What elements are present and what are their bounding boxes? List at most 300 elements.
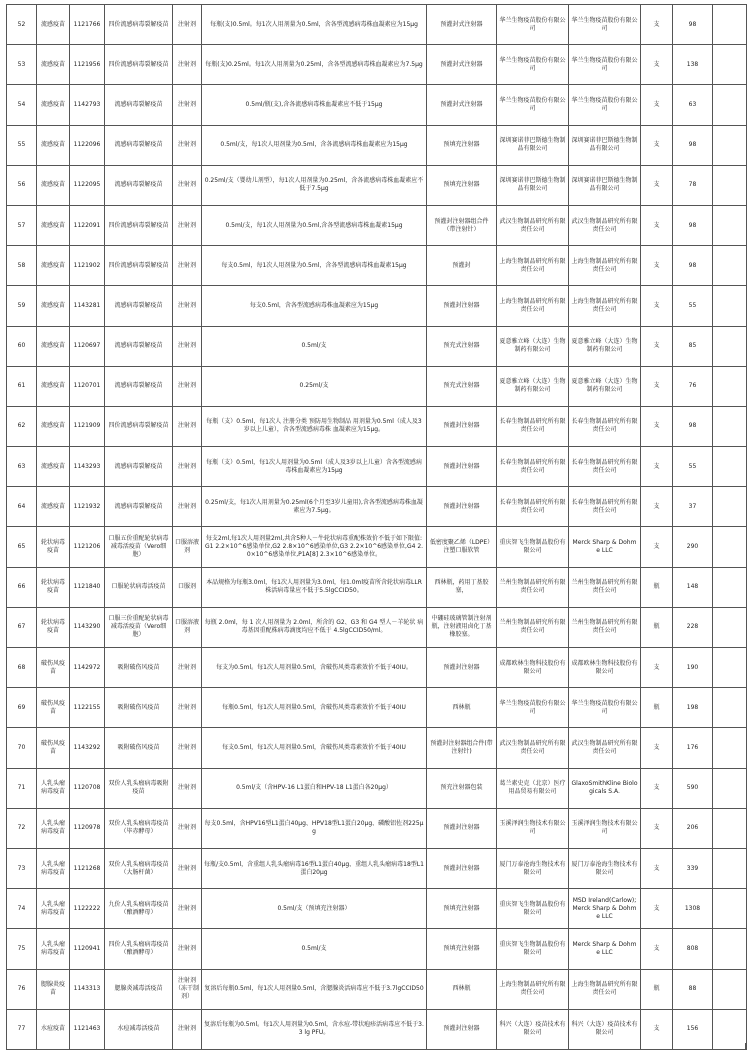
product-code: 1121909 bbox=[70, 406, 105, 446]
product-code: 1143293 bbox=[70, 447, 105, 487]
table-row bbox=[7, 447, 747, 487]
applicant-company: 兰州生物制品研究所有限责任公司 bbox=[497, 567, 569, 607]
applicant-company: 长春生物制品研究所有限责任公司 bbox=[497, 406, 569, 446]
row-number: 64 bbox=[7, 487, 37, 527]
row-number: 61 bbox=[7, 366, 37, 406]
table-row bbox=[7, 205, 747, 245]
manufacturer: 夏意雅立峰（大连）生物制药有限公司 bbox=[569, 326, 641, 366]
product-name: 流感病毒裂解疫苗 bbox=[105, 447, 173, 487]
specification: 0.25ml/支（婴幼儿剂型），每1次人用剂量为0.25ml，含各流感病毒株血凝素应不低于7.5μg bbox=[202, 165, 427, 205]
specification: 0.25ml/支 bbox=[202, 366, 427, 406]
product-name: 口服轮状病毒活疫苗 bbox=[105, 567, 173, 607]
packaging: 预灌封式注射器 bbox=[427, 85, 497, 125]
packaging: 预灌封注射器组合件(带注射针) bbox=[427, 728, 497, 768]
blank-cell bbox=[713, 808, 747, 848]
unit: 支 bbox=[641, 728, 673, 768]
product-code: 1143290 bbox=[70, 607, 105, 647]
manufacturer: Merck Sharp & Dohme LLC bbox=[569, 929, 641, 969]
specification: 每支0.5ml，每1次人用剂量0.5ml，含破伤风类毒素效价不低于40IU bbox=[202, 728, 427, 768]
table-row bbox=[7, 326, 747, 366]
manufacturer: 上海生物制品研究所有限责任公司 bbox=[569, 246, 641, 286]
product-name: 流感病毒裂解疫苗 bbox=[105, 326, 173, 366]
table-row bbox=[7, 5, 747, 45]
vaccine-category: 流感疫苗 bbox=[37, 165, 70, 205]
product-code: 1143292 bbox=[70, 728, 105, 768]
applicant-company: 长春生物制品研究所有限责任公司 bbox=[497, 447, 569, 487]
manufacturer: 武汉生物制品研究所有限责任公司 bbox=[569, 728, 641, 768]
dosage-form: 注射剂 bbox=[173, 45, 202, 85]
unit: 支 bbox=[641, 5, 673, 45]
vaccine-category: 流感疫苗 bbox=[37, 246, 70, 286]
product-name: 水痘减毒活疫苗 bbox=[105, 1009, 173, 1049]
dosage-form: 注射剂 bbox=[173, 929, 202, 969]
unit: 瓶 bbox=[641, 688, 673, 728]
row-number: 52 bbox=[7, 5, 37, 45]
applicant-company: 重庆智飞生物制品股份有限公司 bbox=[497, 527, 569, 567]
specification: 每瓶 2.0ml，每 1 次人用剂量为 2.0ml，所含的 G2、G3 和 G4 型人－羊轮状 病毒基因重配株病毒滴度均应不低于 4.5lgCCID50/ml。 bbox=[202, 607, 427, 647]
price: 1308 bbox=[673, 889, 713, 929]
price: 37 bbox=[673, 487, 713, 527]
table-body bbox=[7, 5, 747, 1050]
row-number: 69 bbox=[7, 688, 37, 728]
specification: 每瓶0.5ml，每1次人用剂量0.5ml，含破伤风类毒素效价不低于40IU bbox=[202, 688, 427, 728]
vaccine-category: 流感疫苗 bbox=[37, 406, 70, 446]
specification: 每支0.5ml，含HPV16型L1蛋白40μg、HPV18型L1蛋白20μg、磷酸铝佐剂225μg bbox=[202, 808, 427, 848]
table-row bbox=[7, 125, 747, 165]
packaging: 预灌封式注射器 bbox=[427, 5, 497, 45]
packaging: 预灌封注射器 bbox=[427, 648, 497, 688]
applicant-company: 夏意雅立峰（大连）生物制药有限公司 bbox=[497, 326, 569, 366]
packaging: 预灌封注射器 bbox=[427, 487, 497, 527]
vaccine-category: 破伤风疫苗 bbox=[37, 728, 70, 768]
dosage-form: 注射剂 bbox=[173, 447, 202, 487]
specification: 0.5ml/支 bbox=[202, 929, 427, 969]
vaccine-category: 人乳头瘤病毒疫苗 bbox=[37, 929, 70, 969]
manufacturer: 华兰生物疫苗股份有限公司 bbox=[569, 5, 641, 45]
product-code: 1142972 bbox=[70, 648, 105, 688]
row-number: 65 bbox=[7, 527, 37, 567]
row-number: 56 bbox=[7, 165, 37, 205]
unit: 支 bbox=[641, 326, 673, 366]
product-code: 1122091 bbox=[70, 205, 105, 245]
vaccine-category: 轮状病毒疫苗 bbox=[37, 567, 70, 607]
packaging: 预灌封注射器 bbox=[427, 286, 497, 326]
manufacturer: 深圳赛诺菲巴斯德生物制品有限公司 bbox=[569, 125, 641, 165]
product-code: 1122096 bbox=[70, 125, 105, 165]
row-number: 55 bbox=[7, 125, 37, 165]
product-code: 1122095 bbox=[70, 165, 105, 205]
manufacturer: 华兰生物疫苗股份有限公司 bbox=[569, 688, 641, 728]
price: 228 bbox=[673, 607, 713, 647]
dosage-form: 注射剂 bbox=[173, 848, 202, 888]
product-code: 1121840 bbox=[70, 567, 105, 607]
table-row bbox=[7, 567, 747, 607]
dosage-form: 注射剂 bbox=[173, 165, 202, 205]
dosage-form: 注射剂 bbox=[173, 366, 202, 406]
blank-cell bbox=[713, 848, 747, 888]
dosage-form: 注射剂 bbox=[173, 5, 202, 45]
manufacturer: 科兴（大连）疫苗技术有限公司 bbox=[569, 1009, 641, 1049]
packaging: 预灌封注射器 bbox=[427, 406, 497, 446]
packaging: 预填充注射器 bbox=[427, 889, 497, 929]
product-name: 流感病毒裂解疫苗 bbox=[105, 286, 173, 326]
price: 176 bbox=[673, 728, 713, 768]
unit: 支 bbox=[641, 848, 673, 888]
unit: 支 bbox=[641, 205, 673, 245]
blank-cell bbox=[713, 607, 747, 647]
packaging: 西林瓶 bbox=[427, 969, 497, 1009]
manufacturer: 兰州生物制品研究所有限责任公司 bbox=[569, 567, 641, 607]
applicant-company: 厦门万泰沧海生物技术有限公司 bbox=[497, 848, 569, 888]
price: 156 bbox=[673, 1009, 713, 1049]
unit: 支 bbox=[641, 527, 673, 567]
manufacturer: 兰州生物制品研究所有限责任公司 bbox=[569, 607, 641, 647]
applicant-company: 重庆智飞生物制品股份有限公司 bbox=[497, 929, 569, 969]
table-row bbox=[7, 848, 747, 888]
product-code: 1121268 bbox=[70, 848, 105, 888]
applicant-company: 上海生物制品研究所有限责任公司 bbox=[497, 286, 569, 326]
applicant-company: 武汉生物制品研究所有限责任公司 bbox=[497, 205, 569, 245]
manufacturer: 玉溪泽润生物技术有限公司 bbox=[569, 808, 641, 848]
blank-cell bbox=[713, 406, 747, 446]
unit: 瓶 bbox=[641, 607, 673, 647]
table-row bbox=[7, 889, 747, 929]
product-name: 四价人乳头瘤病毒疫苗（酿酒酵母） bbox=[105, 929, 173, 969]
product-name: 九价人乳头瘤病毒疫苗（酿酒酵母） bbox=[105, 889, 173, 929]
unit: 支 bbox=[641, 125, 673, 165]
product-name: 双价人乳头瘤病毒疫苗（大肠杆菌） bbox=[105, 848, 173, 888]
product-code: 1121932 bbox=[70, 487, 105, 527]
vaccine-category: 人乳头瘤病毒疫苗 bbox=[37, 848, 70, 888]
blank-cell bbox=[713, 246, 747, 286]
packaging: 低密度聚乙烯（LDPE）注塑口服软管 bbox=[427, 527, 497, 567]
packaging: 预灌封注射器 bbox=[427, 808, 497, 848]
dosage-form: 注射剂 bbox=[173, 808, 202, 848]
price: 590 bbox=[673, 768, 713, 808]
price: 198 bbox=[673, 688, 713, 728]
applicant-company: 夏意雅立峰（大连）生物制药有限公司 bbox=[497, 366, 569, 406]
applicant-company: 深圳赛诺菲巴斯德生物制品有限公司 bbox=[497, 125, 569, 165]
next-row-edge bbox=[6, 1043, 746, 1049]
manufacturer: Merck Sharp & Dohme LLC bbox=[569, 527, 641, 567]
specification: 每瓶(支)0.5ml。每1次人用剂量为0.5ml，含各型流感病毒株血凝素应为15μg bbox=[202, 5, 427, 45]
applicant-company: 武汉生物制品研究所有限责任公司 bbox=[497, 728, 569, 768]
manufacturer: GlaxoSmithKline Biologicals S.A. bbox=[569, 768, 641, 808]
blank-cell bbox=[713, 487, 747, 527]
blank-cell bbox=[713, 969, 747, 1009]
manufacturer: 深圳赛诺菲巴斯德生物制品有限公司 bbox=[569, 165, 641, 205]
unit: 支 bbox=[641, 366, 673, 406]
product-name: 四价流感病毒裂解疫苗 bbox=[105, 45, 173, 85]
vaccine-category: 人乳头瘤病毒疫苗 bbox=[37, 889, 70, 929]
unit: 支 bbox=[641, 1009, 673, 1049]
product-code: 1121956 bbox=[70, 45, 105, 85]
price: 190 bbox=[673, 648, 713, 688]
blank-cell bbox=[713, 688, 747, 728]
product-name: 四价流感病毒裂解疫苗 bbox=[105, 246, 173, 286]
price: 339 bbox=[673, 848, 713, 888]
applicant-company: 玉溪泽润生物技术有限公司 bbox=[497, 808, 569, 848]
packaging: 预填充注射器 bbox=[427, 125, 497, 165]
product-name: 流感病毒裂解疫苗 bbox=[105, 85, 173, 125]
product-name: 四价流感病毒裂解疫苗 bbox=[105, 205, 173, 245]
unit: 支 bbox=[641, 447, 673, 487]
product-code: 1121902 bbox=[70, 246, 105, 286]
row-number: 58 bbox=[7, 246, 37, 286]
blank-cell bbox=[713, 5, 747, 45]
table-row bbox=[7, 648, 747, 688]
row-number: 68 bbox=[7, 648, 37, 688]
vaccine-category: 流感疫苗 bbox=[37, 366, 70, 406]
manufacturer: 上海生物制品研究所有限责任公司 bbox=[569, 286, 641, 326]
dosage-form: 注射剂 bbox=[173, 648, 202, 688]
table-row bbox=[7, 246, 747, 286]
blank-cell bbox=[713, 929, 747, 969]
packaging: 预填充注射器 bbox=[427, 165, 497, 205]
product-name: 口服三价重配轮状病毒减毒活疫苗（Vero细胞） bbox=[105, 607, 173, 647]
price: 55 bbox=[673, 286, 713, 326]
packaging: 预灌封注射器 bbox=[427, 848, 497, 888]
product-name: 流感病毒裂解疫苗 bbox=[105, 366, 173, 406]
price: 88 bbox=[673, 969, 713, 1009]
unit: 支 bbox=[641, 648, 673, 688]
unit: 支 bbox=[641, 286, 673, 326]
table-row bbox=[7, 366, 747, 406]
unit: 支 bbox=[641, 487, 673, 527]
row-number: 54 bbox=[7, 85, 37, 125]
dosage-form: 注射剂 bbox=[173, 205, 202, 245]
price: 808 bbox=[673, 929, 713, 969]
packaging: 预充式注射器 bbox=[427, 366, 497, 406]
unit: 支 bbox=[641, 85, 673, 125]
row-number: 72 bbox=[7, 808, 37, 848]
manufacturer: 长春生物制品研究所有限责任公司 bbox=[569, 406, 641, 446]
applicant-company: 华兰生物疫苗股份有限公司 bbox=[497, 45, 569, 85]
dosage-form: 注射剂 bbox=[173, 768, 202, 808]
row-number: 63 bbox=[7, 447, 37, 487]
vaccine-category: 流感疫苗 bbox=[37, 326, 70, 366]
unit: 支 bbox=[641, 889, 673, 929]
dosage-form: 口服剂 bbox=[173, 567, 202, 607]
blank-cell bbox=[713, 45, 747, 85]
price: 148 bbox=[673, 567, 713, 607]
packaging: 预灌封注射器 bbox=[427, 447, 497, 487]
row-number: 59 bbox=[7, 286, 37, 326]
dosage-form: 注射剂 bbox=[173, 286, 202, 326]
product-name: 吸附破伤风疫苗 bbox=[105, 688, 173, 728]
specification: 0.5ml/瓶(支),含各流感病毒株血凝素应不低于15μg bbox=[202, 85, 427, 125]
unit: 支 bbox=[641, 768, 673, 808]
vaccine-category: 流感疫苗 bbox=[37, 205, 70, 245]
price: 98 bbox=[673, 406, 713, 446]
product-name: 流感病毒裂解疫苗 bbox=[105, 165, 173, 205]
applicant-company: 上海生物制品研究所有限责任公司 bbox=[497, 246, 569, 286]
row-number: 71 bbox=[7, 768, 37, 808]
table-row bbox=[7, 165, 747, 205]
packaging: 预填充注射器 bbox=[427, 929, 497, 969]
vaccine-category: 流感疫苗 bbox=[37, 286, 70, 326]
manufacturer: 华兰生物疫苗股份有限公司 bbox=[569, 85, 641, 125]
specification: 复溶后每瓶为0.5ml。每1次人用剂量为0.5ml，含水痘-带状疱疹活病毒应不低于3.3 lg PFU。 bbox=[202, 1009, 427, 1049]
product-code: 1143281 bbox=[70, 286, 105, 326]
table-row bbox=[7, 45, 747, 85]
specification: 0.5ml/支 bbox=[202, 326, 427, 366]
dosage-form: 注射剂 bbox=[173, 728, 202, 768]
blank-cell bbox=[713, 527, 747, 567]
dosage-form: 注射剂 bbox=[173, 1009, 202, 1049]
packaging: 预充注射器包装 bbox=[427, 768, 497, 808]
blank-cell bbox=[713, 125, 747, 165]
unit: 支 bbox=[641, 165, 673, 205]
table-row bbox=[7, 929, 747, 969]
product-name: 腮腺炎减毒活疫苗 bbox=[105, 969, 173, 1009]
packaging: 预灌封注射器组合件（带注射针） bbox=[427, 205, 497, 245]
table-row bbox=[7, 808, 747, 848]
packaging: 预灌封式注射器 bbox=[427, 45, 497, 85]
vaccine-category: 轮状病毒疫苗 bbox=[37, 527, 70, 567]
product-name: 口服五价重配轮状病毒减毒活疫苗（Vero细胞） bbox=[105, 527, 173, 567]
unit: 支 bbox=[641, 929, 673, 969]
specification: 0.5ml/支，每1次人用剂量为0.5ml,含各型流感病毒株血凝素15μg bbox=[202, 205, 427, 245]
blank-cell bbox=[713, 85, 747, 125]
price: 98 bbox=[673, 246, 713, 286]
blank-cell bbox=[713, 165, 747, 205]
table-row bbox=[7, 607, 747, 647]
product-name: 流感病毒裂解疫苗 bbox=[105, 487, 173, 527]
packaging: 中硼硅玻璃管制注射剂瓶，注射液用卤化丁基橡胶塞。 bbox=[427, 607, 497, 647]
product-code: 1143313 bbox=[70, 969, 105, 1009]
manufacturer: 成都欧林生物科技股份有限公司 bbox=[569, 648, 641, 688]
dosage-form: 注射剂 bbox=[173, 688, 202, 728]
price: 98 bbox=[673, 205, 713, 245]
table-row bbox=[7, 85, 747, 125]
specification: 每支2ml,每1次人用剂量2ml,共含5种人－牛轮状病毒重配株效价不低于如下限值:G1 2.2×10^6感染单位,G2 2.8×10^6感染单位,G3 2.2×10^6感染单位,G4 2.0×10^6感染单位,P1A[8] 2.3×10^6感染单位。 bbox=[202, 527, 427, 567]
vaccine-category: 流感疫苗 bbox=[37, 487, 70, 527]
packaging: 西林瓶 bbox=[427, 688, 497, 728]
vaccine-category: 流感疫苗 bbox=[37, 447, 70, 487]
price: 63 bbox=[673, 85, 713, 125]
unit: 支 bbox=[641, 406, 673, 446]
row-number: 53 bbox=[7, 45, 37, 85]
price: 55 bbox=[673, 447, 713, 487]
dosage-form: 注射剂 bbox=[173, 326, 202, 366]
vaccine-category: 人乳头瘤病毒疫苗 bbox=[37, 768, 70, 808]
dosage-form: 注射剂 bbox=[173, 889, 202, 929]
specification: 每瓶(支)0.25ml。每1次人用剂量为0.25ml，含各型流感病毒株血凝素应为7.5μg bbox=[202, 45, 427, 85]
row-number: 62 bbox=[7, 406, 37, 446]
specification: 复溶后每瓶0.5ml，每1次人用剂量0.5ml，含腮腺炎活病毒应不低于3.7lgCCID50 bbox=[202, 969, 427, 1009]
product-code: 1120978 bbox=[70, 808, 105, 848]
dosage-form: 注射剂（冻干制剂） bbox=[173, 969, 202, 1009]
unit: 支 bbox=[641, 246, 673, 286]
dosage-form: 注射剂 bbox=[173, 406, 202, 446]
row-number: 70 bbox=[7, 728, 37, 768]
specification: 每瓶（支）0.5ml，每1次人 注册分类 预防用生物制品 用剂量为0.5ml（成人及3岁以上儿童），含各型流感病毒株 血凝素应为15μg。 bbox=[202, 406, 427, 446]
applicant-company: 上海生物制品研究所有限责任公司 bbox=[497, 969, 569, 1009]
row-number: 74 bbox=[7, 889, 37, 929]
price: 206 bbox=[673, 808, 713, 848]
manufacturer: 武汉生物制品研究所有限责任公司 bbox=[569, 205, 641, 245]
vaccine-price-table bbox=[6, 4, 747, 1050]
product-code: 1120708 bbox=[70, 768, 105, 808]
vaccine-category: 破伤风疫苗 bbox=[37, 688, 70, 728]
specification: 0.25ml/支，每1次人用剂量为0.25ml(6个月至3岁儿童用),含各型流感病毒株血凝素应为7.5μg。 bbox=[202, 487, 427, 527]
applicant-company: 科兴（大连）疫苗技术有限公司 bbox=[497, 1009, 569, 1049]
vaccine-category: 水痘疫苗 bbox=[37, 1009, 70, 1049]
blank-cell bbox=[713, 567, 747, 607]
blank-cell bbox=[713, 205, 747, 245]
blank-cell bbox=[713, 286, 747, 326]
specification: 0.5ml/支，每1次人用剂量为0.5ml，含各流感病毒株血凝素应为15μg bbox=[202, 125, 427, 165]
table-row bbox=[7, 286, 747, 326]
packaging: 预灌封注射器 bbox=[427, 1009, 497, 1049]
specification: 每支0.5ml，每1次人用剂量为0.5ml，含各型流感病毒株血凝素15μg bbox=[202, 246, 427, 286]
applicant-company: 深圳赛诺菲巴斯德生物制品有限公司 bbox=[497, 165, 569, 205]
price: 78 bbox=[673, 165, 713, 205]
manufacturer: 厦门万泰沧海生物技术有限公司 bbox=[569, 848, 641, 888]
vaccine-category: 流感疫苗 bbox=[37, 125, 70, 165]
unit: 支 bbox=[641, 808, 673, 848]
row-number: 75 bbox=[7, 929, 37, 969]
product-code: 1120701 bbox=[70, 366, 105, 406]
vaccine-category: 流感疫苗 bbox=[37, 5, 70, 45]
blank-cell bbox=[713, 366, 747, 406]
product-name: 吸附破伤风疫苗 bbox=[105, 728, 173, 768]
specification: 每支为0.5ml。每1次人用剂量0.5ml，含破伤风类毒素效价不低于40IU。 bbox=[202, 648, 427, 688]
product-name: 流感病毒裂解疫苗 bbox=[105, 125, 173, 165]
product-code: 1121206 bbox=[70, 527, 105, 567]
blank-cell bbox=[713, 648, 747, 688]
product-code: 1121463 bbox=[70, 1009, 105, 1049]
dosage-form: 注射剂 bbox=[173, 246, 202, 286]
row-number: 66 bbox=[7, 567, 37, 607]
unit: 瓶 bbox=[641, 969, 673, 1009]
specification: 0.5ml/支（预填充注射器） bbox=[202, 889, 427, 929]
row-number: 73 bbox=[7, 848, 37, 888]
manufacturer: 长春生物制品研究所有限责任公司 bbox=[569, 487, 641, 527]
dosage-form: 口服溶液剂 bbox=[173, 607, 202, 647]
product-name: 四价流感病毒裂解疫苗 bbox=[105, 406, 173, 446]
blank-cell bbox=[713, 447, 747, 487]
vaccine-category: 流感疫苗 bbox=[37, 45, 70, 85]
product-name: 双价人乳头瘤病毒吸附疫苗 bbox=[105, 768, 173, 808]
blank-cell bbox=[713, 326, 747, 366]
manufacturer: 长春生物制品研究所有限责任公司 bbox=[569, 447, 641, 487]
packaging: 预充式注射器 bbox=[427, 326, 497, 366]
applicant-company: 华兰生物疫苗股份有限公司 bbox=[497, 5, 569, 45]
row-number: 77 bbox=[7, 1009, 37, 1049]
manufacturer: MSD Ireland(Carlow); Merck Sharp & Dohme LLC bbox=[569, 889, 641, 929]
applicant-company: 成都欧林生物科技股份有限公司 bbox=[497, 648, 569, 688]
applicant-company: 葛兰素史克（北京）医疗用品贸易有限公司 bbox=[497, 768, 569, 808]
applicant-company: 长春生物制品研究所有限责任公司 bbox=[497, 487, 569, 527]
product-name: 双价人乳头瘤病毒疫苗（毕赤酵母） bbox=[105, 808, 173, 848]
product-code: 1142793 bbox=[70, 85, 105, 125]
applicant-company: 华兰生物疫苗股份有限公司 bbox=[497, 688, 569, 728]
vaccine-category: 破伤风疫苗 bbox=[37, 648, 70, 688]
vaccine-category: 轮状病毒疫苗 bbox=[37, 607, 70, 647]
specification: 每支0.5ml，含各型流感病毒株血凝素应为15μg bbox=[202, 286, 427, 326]
dosage-form: 注射剂 bbox=[173, 85, 202, 125]
table-row bbox=[7, 969, 747, 1009]
price: 76 bbox=[673, 366, 713, 406]
vaccine-category: 流感疫苗 bbox=[37, 85, 70, 125]
specification: 0.5ml/支（含HPV-16 L1蛋白和HPV-18 L1蛋白各20μg） bbox=[202, 768, 427, 808]
price: 85 bbox=[673, 326, 713, 366]
product-name: 吸附破伤风疫苗 bbox=[105, 648, 173, 688]
blank-cell bbox=[713, 728, 747, 768]
row-number: 57 bbox=[7, 205, 37, 245]
